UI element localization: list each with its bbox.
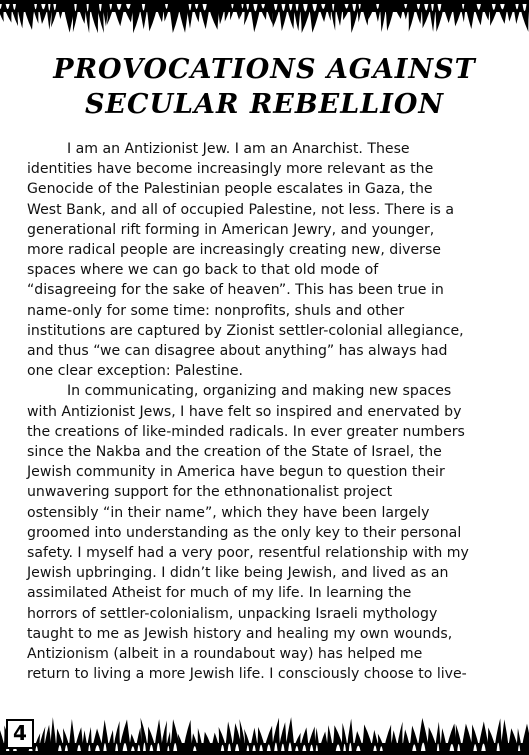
text-line: since the Nakba and the creation of the State of Israel, the (27, 444, 442, 461)
text-line: Genocide of the Palestinian people escalates in Gaza, the (27, 181, 433, 198)
text-line: identities have become increasingly more relevant as the (27, 161, 434, 178)
flame-pattern-bottom (0, 715, 529, 755)
text-line: with Antizionist Jews, I have felt so inspired and enervated by (27, 403, 462, 420)
text-line: Jewish community in America have begun to question their (27, 464, 445, 481)
page-title (0, 52, 529, 122)
flame-shape (520, 724, 529, 755)
page-number: 4 (6, 719, 34, 749)
title-line-1: PROVOCATIONS AGAINST (53, 54, 476, 85)
flame-border-top (0, 0, 529, 36)
text-line: and thus “we can disagree about anything” has always had (27, 343, 448, 360)
text-line: generational rift forming in American Jewry, and younger, (27, 221, 435, 238)
article-body (27, 139, 505, 684)
text-line: ostensibly “in their name”, which they have been largely (27, 504, 430, 521)
text-line: Antizionism (albeit in a roundabout way) has helped me (27, 646, 423, 663)
text-line: return to living a more Jewish life. I consciously choose to live- (27, 666, 467, 683)
text-line: name-only for some time: nonprofits, shuls and other (27, 302, 405, 319)
text-line: “disagreeing for the sake of heaven”. This has been true in (27, 282, 444, 299)
text-line: I am an Antizionist Jew. I am an Anarchist. These (67, 141, 410, 157)
text-line: In communicating, organizing and making new spaces (67, 383, 452, 400)
text-line: unwavering support for the ethnonationalist project (27, 484, 393, 501)
text-line: West Bank, and all of occupied Palestine, not less. There is a (27, 201, 454, 218)
text-line: more radical people are increasingly creating new, diverse (27, 242, 441, 259)
text-line: institutions are captured by Zionist settler-colonial allegiance, (27, 322, 464, 339)
flame-pattern-top (0, 0, 529, 36)
text-line: taught to me as Jewish history and healing my own wounds, (27, 625, 453, 642)
text-line: safety. I myself had a very poor, resentful relationship with my (27, 545, 469, 562)
text-line: the creations of like-minded radicals. In ever greater numbers (27, 423, 465, 440)
paragraph-2 (27, 381, 505, 684)
text-line: spaces where we can go back to that old mode of (27, 262, 379, 279)
title-line-2: SECULAR REBELLION (84, 89, 445, 120)
text-line: assimilated Atheist for much of my life. In learning the (27, 585, 412, 602)
paragraph-1 (27, 139, 505, 381)
text-line: Jewish upbringing. I didn’t like being Jewish, and lived as an (27, 565, 449, 582)
flame-border-bottom (0, 715, 529, 755)
text-line: horrors of settler-colonialism, unpacking Israeli mythology (27, 605, 438, 622)
text-line: groomed into understanding as the only key to their personal (27, 524, 462, 541)
text-line: one clear exception: Palestine. (27, 363, 244, 380)
